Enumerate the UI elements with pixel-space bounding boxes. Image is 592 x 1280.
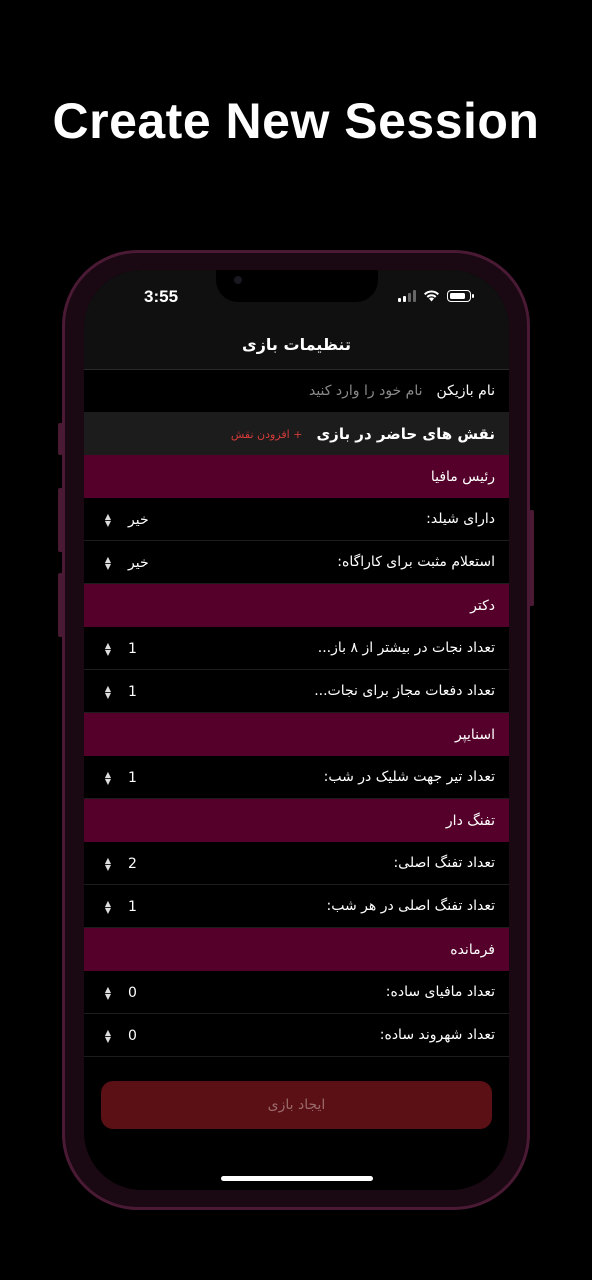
status-time: 3:55: [144, 287, 179, 306]
role-header: [84, 584, 509, 627]
role-header: [84, 455, 509, 498]
headline: Create New Session: [52, 93, 540, 149]
role-setting-row: [84, 756, 509, 799]
setting-value: 2: [128, 855, 137, 872]
add-role-button[interactable]: + افزودن نقش: [230, 427, 303, 441]
role-setting-row: [84, 670, 509, 713]
nav-bar: [84, 320, 509, 370]
role-header: [84, 928, 509, 971]
setting-label: تعداد نجات در بیشتر از ۸ باز...: [317, 640, 495, 656]
setting-label: تعداد تفنگ اصلی:: [393, 855, 495, 871]
setting-stepper[interactable]: [102, 971, 148, 1014]
setting-value: 1: [128, 769, 137, 786]
screen: [84, 270, 509, 1190]
chevron-up-down-icon: ▲ ▼: [104, 640, 112, 657]
volume-up-button: [58, 488, 63, 552]
signal-icon: [398, 290, 416, 302]
setting-value: خیر: [128, 554, 149, 571]
status-icons: [398, 289, 471, 302]
wifi-icon: [423, 289, 440, 302]
home-indicator[interactable]: [221, 1176, 373, 1181]
role-setting-row: [84, 1014, 509, 1057]
setting-label: تعداد تفنگ اصلی در هر شب:: [326, 898, 495, 914]
chevron-up-down-icon: ▲ ▼: [104, 898, 112, 915]
setting-stepper[interactable]: [102, 842, 148, 885]
role-title: فرمانده: [450, 941, 495, 958]
setting-stepper[interactable]: [102, 627, 148, 670]
settings-list: [84, 370, 509, 1057]
setting-value: 1: [128, 683, 137, 700]
volume-down-button: [58, 573, 63, 637]
chevron-up-down-icon: ▲ ▼: [104, 1027, 112, 1044]
setting-label: تعداد تیر جهت شلیک در شب:: [323, 769, 495, 785]
setting-label: تعداد مافیای ساده:: [385, 984, 495, 1000]
role-title: دکتر: [470, 597, 495, 614]
role-setting-row: [84, 885, 509, 928]
setting-label: استعلام مثبت برای کاراگاه:: [337, 554, 495, 570]
role-setting-row: [84, 541, 509, 584]
power-button: [529, 510, 534, 606]
setting-label: دارای شیلد:: [426, 511, 495, 527]
setting-value: خیر: [128, 511, 149, 528]
role-title: تفنگ دار: [445, 812, 495, 829]
setting-stepper[interactable]: [102, 756, 148, 799]
setting-picker[interactable]: [102, 541, 149, 584]
role-setting-row: [84, 498, 509, 541]
setting-label: تعداد دفعات مجاز برای نجات...: [314, 683, 495, 699]
chevron-up-down-icon: ▲ ▼: [104, 855, 112, 872]
setting-value: 1: [128, 898, 137, 915]
setting-stepper[interactable]: [102, 885, 148, 928]
setting-label: تعداد شهروند ساده:: [379, 1027, 495, 1043]
setting-value: 0: [128, 984, 137, 1001]
chevron-up-down-icon: ▲ ▼: [104, 769, 112, 786]
role-setting-row: [84, 971, 509, 1014]
role-setting-row: [84, 842, 509, 885]
setting-picker[interactable]: [102, 498, 149, 541]
setting-value: 0: [128, 1027, 137, 1044]
role-setting-row: [84, 627, 509, 670]
chevron-up-down-icon: ▲ ▼: [104, 511, 112, 528]
side-button: [58, 423, 63, 455]
roles-section-title: نقش های حاضر در بازی: [316, 425, 495, 443]
battery-icon: [447, 290, 471, 302]
create-game-button[interactable]: ایجاد بازی: [101, 1081, 492, 1129]
setting-stepper[interactable]: [102, 1014, 148, 1057]
role-header: [84, 713, 509, 756]
setting-value: 1: [128, 640, 137, 657]
chevron-up-down-icon: ▲ ▼: [104, 554, 112, 571]
chevron-up-down-icon: ▲ ▼: [104, 683, 112, 700]
camera-notch: [216, 270, 378, 302]
roles-section-header: [84, 413, 509, 455]
role-title: رئیس مافیا: [430, 468, 495, 485]
chevron-up-down-icon: ▲ ▼: [104, 984, 112, 1001]
role-title: اسنایپر: [455, 726, 495, 743]
role-header: [84, 799, 509, 842]
player-name-row: [84, 370, 509, 413]
setting-stepper[interactable]: [102, 670, 148, 713]
page-title: تنظیمات بازی: [242, 335, 351, 354]
player-name-label: نام بازیکن: [436, 383, 495, 399]
player-name-input[interactable]: نام خود را وارد کنید: [308, 383, 423, 399]
